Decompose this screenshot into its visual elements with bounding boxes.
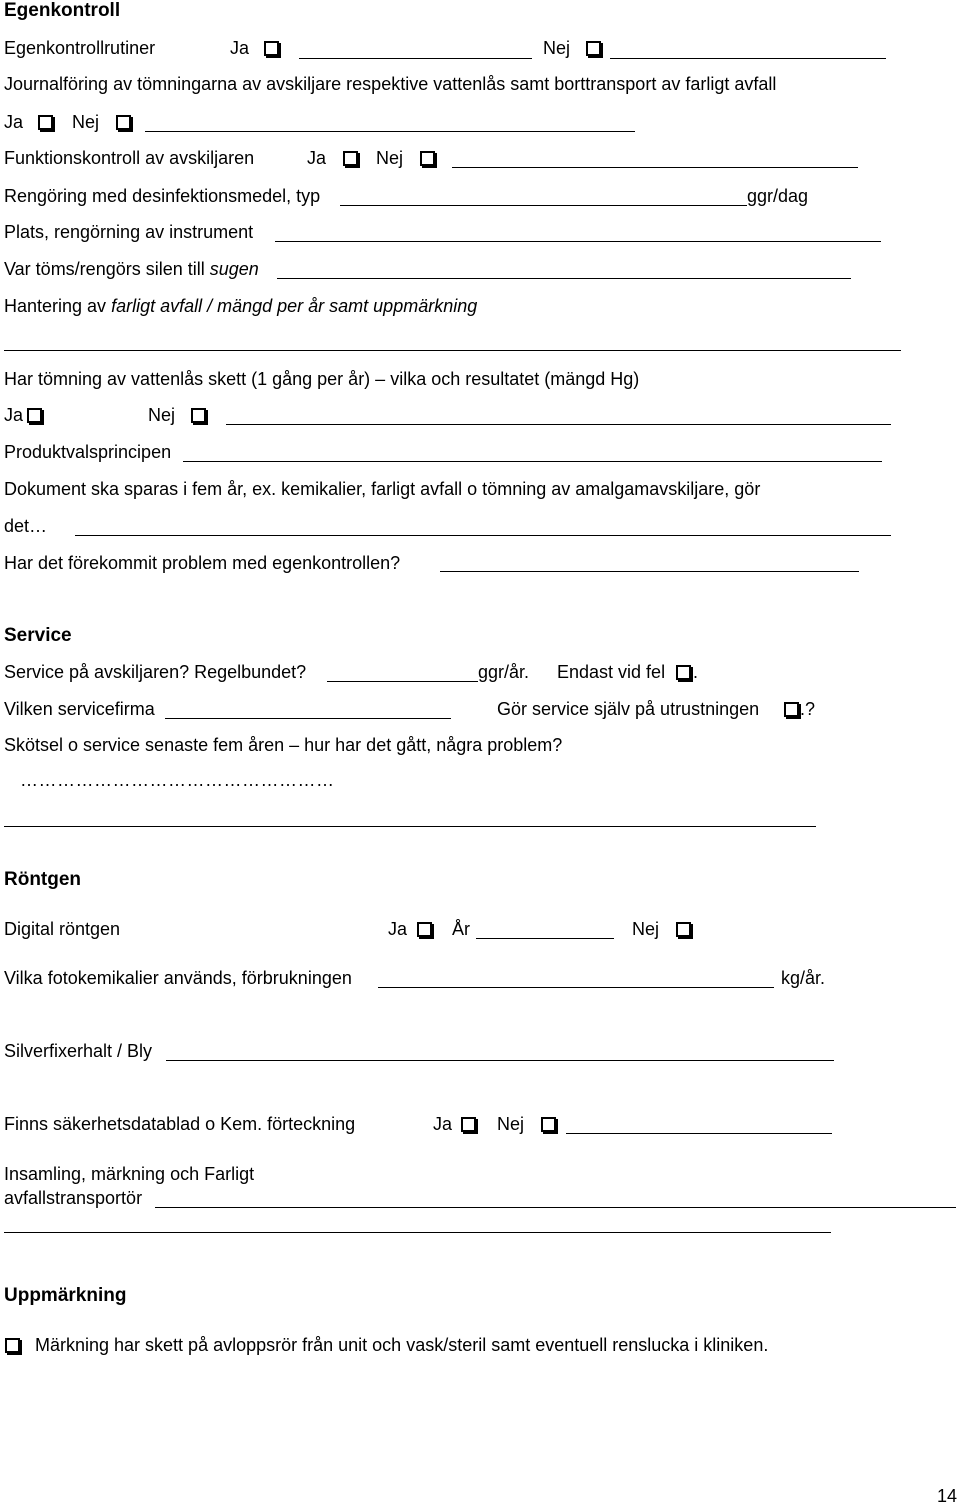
endast-checkbox[interactable] bbox=[676, 665, 691, 680]
vilka-foto-line[interactable] bbox=[378, 987, 774, 988]
digital-label: Digital röntgen bbox=[4, 919, 121, 939]
rutiner-ja-checkbox[interactable] bbox=[264, 41, 279, 56]
vattenlas-line[interactable] bbox=[226, 424, 891, 425]
vattenlas-ja-label: Ja bbox=[4, 405, 24, 425]
rutiner-nej-label: Nej bbox=[543, 38, 571, 58]
funktion-ja-label: Ja bbox=[307, 148, 327, 168]
rutiner-label: Egenkontrollrutiner bbox=[4, 38, 156, 58]
sugen-text: sugen bbox=[209, 259, 259, 279]
funktion-line[interactable] bbox=[452, 167, 858, 168]
produktval-line[interactable] bbox=[183, 461, 882, 462]
finns-ja-label: Ja bbox=[433, 1114, 453, 1134]
problem-line[interactable] bbox=[440, 571, 859, 572]
silverfixer-label: Silverfixerhalt / Bly bbox=[4, 1041, 153, 1061]
vilken-line[interactable] bbox=[165, 718, 451, 719]
skotsel-dotted-line[interactable]: …………………………………………… bbox=[20, 770, 335, 790]
digital-nej-label: Nej bbox=[632, 919, 660, 939]
section-heading-rontgen: Röntgen bbox=[4, 869, 82, 890]
vattenlas-label: Har tömning av vattenlås skett (1 gång per år) – vilka och resultatet (mängd Hg) bbox=[4, 369, 640, 389]
rengoring-line[interactable] bbox=[340, 205, 747, 206]
gor-service-label: Gör service själv på utrustningen bbox=[497, 699, 760, 719]
markning-checkbox[interactable] bbox=[5, 1338, 20, 1353]
funktion-label: Funktionskontroll av avskiljaren bbox=[4, 148, 255, 168]
journal-ja-checkbox[interactable] bbox=[38, 115, 53, 130]
service-ggrar: ggr/år. bbox=[478, 662, 530, 682]
journal-label: Journalföring av tömningarna av avskiljare respektive vattenlås samt borttransport av farligt avfall bbox=[4, 74, 777, 94]
journal-nej-label: Nej bbox=[72, 112, 100, 132]
hantering-line[interactable] bbox=[4, 350, 901, 351]
rengoring-ggrdag: ggr/dag bbox=[747, 186, 809, 206]
problem-label: Har det förekommit problem med egenkontrollen? bbox=[4, 553, 401, 573]
funktion-ja-checkbox[interactable] bbox=[343, 151, 358, 166]
finns-line[interactable] bbox=[566, 1133, 832, 1134]
digital-ar-label: År bbox=[452, 919, 470, 939]
rutiner-nej-line[interactable] bbox=[610, 58, 886, 59]
vilka-foto-label: Vilka fotokemikalier används, förbrukningen bbox=[4, 968, 352, 988]
rengoring-label: Rengöring med desinfektionsmedel, typ bbox=[4, 186, 321, 206]
digital-ja-label: Ja bbox=[388, 919, 408, 939]
var-toms-line[interactable] bbox=[277, 278, 851, 279]
service-pa-label: Service på avskiljaren? Regelbundet? bbox=[4, 662, 307, 682]
plats-label: Plats, rengörning av instrument bbox=[4, 222, 254, 242]
finns-ja-checkbox[interactable] bbox=[461, 1117, 476, 1132]
vattenlas-nej-checkbox[interactable] bbox=[191, 408, 206, 423]
journal-line[interactable] bbox=[145, 131, 635, 132]
digital-ar-line[interactable] bbox=[476, 938, 614, 939]
service-ggr-line[interactable] bbox=[327, 681, 478, 682]
skotsel-line[interactable] bbox=[4, 826, 816, 827]
finns-label: Finns säkerhetsdatablad o Kem. förteckning bbox=[4, 1114, 356, 1134]
dokument-label-2: det… bbox=[4, 516, 48, 536]
endast-label: Endast vid fel bbox=[557, 662, 666, 682]
digital-nej-checkbox[interactable] bbox=[676, 922, 691, 937]
silverfixer-line[interactable] bbox=[166, 1060, 834, 1061]
section-heading-uppmarkning: Uppmärkning bbox=[4, 1285, 127, 1306]
markning-label: Märkning har skett på avloppsrör från unit och vask/steril samt eventuell renslucka i kliniken. bbox=[35, 1335, 769, 1355]
kgar-label: kg/år. bbox=[781, 968, 826, 988]
gor-service-checkbox[interactable] bbox=[784, 702, 799, 717]
journal-nej-checkbox[interactable] bbox=[116, 115, 131, 130]
vilken-label: Vilken servicefirma bbox=[4, 699, 155, 719]
vattenlas-nej-label: Nej bbox=[148, 405, 176, 425]
funktion-nej-label: Nej bbox=[376, 148, 404, 168]
dokument-label: Dokument ska sparas i fem år, ex. kemikalier, farligt avfall o tömning av amalgamavskiljare, gör bbox=[4, 479, 761, 499]
funktion-nej-checkbox[interactable] bbox=[420, 151, 435, 166]
journal-ja-label: Ja bbox=[4, 112, 24, 132]
dokument-line[interactable] bbox=[75, 535, 891, 536]
skotsel-label: Skötsel o service senaste fem åren – hur har det gått, några problem? bbox=[4, 735, 563, 755]
digital-ja-checkbox[interactable] bbox=[417, 922, 432, 937]
insamling-label-2: avfallstransportör bbox=[4, 1188, 143, 1208]
page-number: 14 bbox=[937, 1486, 958, 1506]
section-heading-service: Service bbox=[4, 625, 72, 646]
rutiner-ja-line[interactable] bbox=[299, 58, 532, 59]
insamling-label: Insamling, märkning och Farligt bbox=[4, 1164, 255, 1184]
rutiner-nej-checkbox[interactable] bbox=[586, 41, 601, 56]
finns-nej-checkbox[interactable] bbox=[541, 1117, 556, 1132]
section-heading-egenkontroll: Egenkontroll bbox=[4, 0, 121, 21]
plats-line[interactable] bbox=[275, 241, 881, 242]
produktval-label: Produktvalsprincipen bbox=[4, 442, 172, 462]
endast-period: . bbox=[693, 662, 699, 682]
insamling-line[interactable] bbox=[155, 1207, 956, 1208]
var-toms-label: Var töms/rengörs silen till sugen bbox=[4, 259, 259, 279]
vattenlas-ja-checkbox[interactable] bbox=[27, 408, 42, 423]
gor-service-end: .? bbox=[800, 699, 816, 719]
rutiner-ja-label: Ja bbox=[230, 38, 250, 58]
insamling-line-2[interactable] bbox=[4, 1232, 831, 1233]
hantering-label: Hantering av farligt avfall / mängd per år samt uppmärkning bbox=[4, 296, 478, 316]
finns-nej-label: Nej bbox=[497, 1114, 525, 1134]
